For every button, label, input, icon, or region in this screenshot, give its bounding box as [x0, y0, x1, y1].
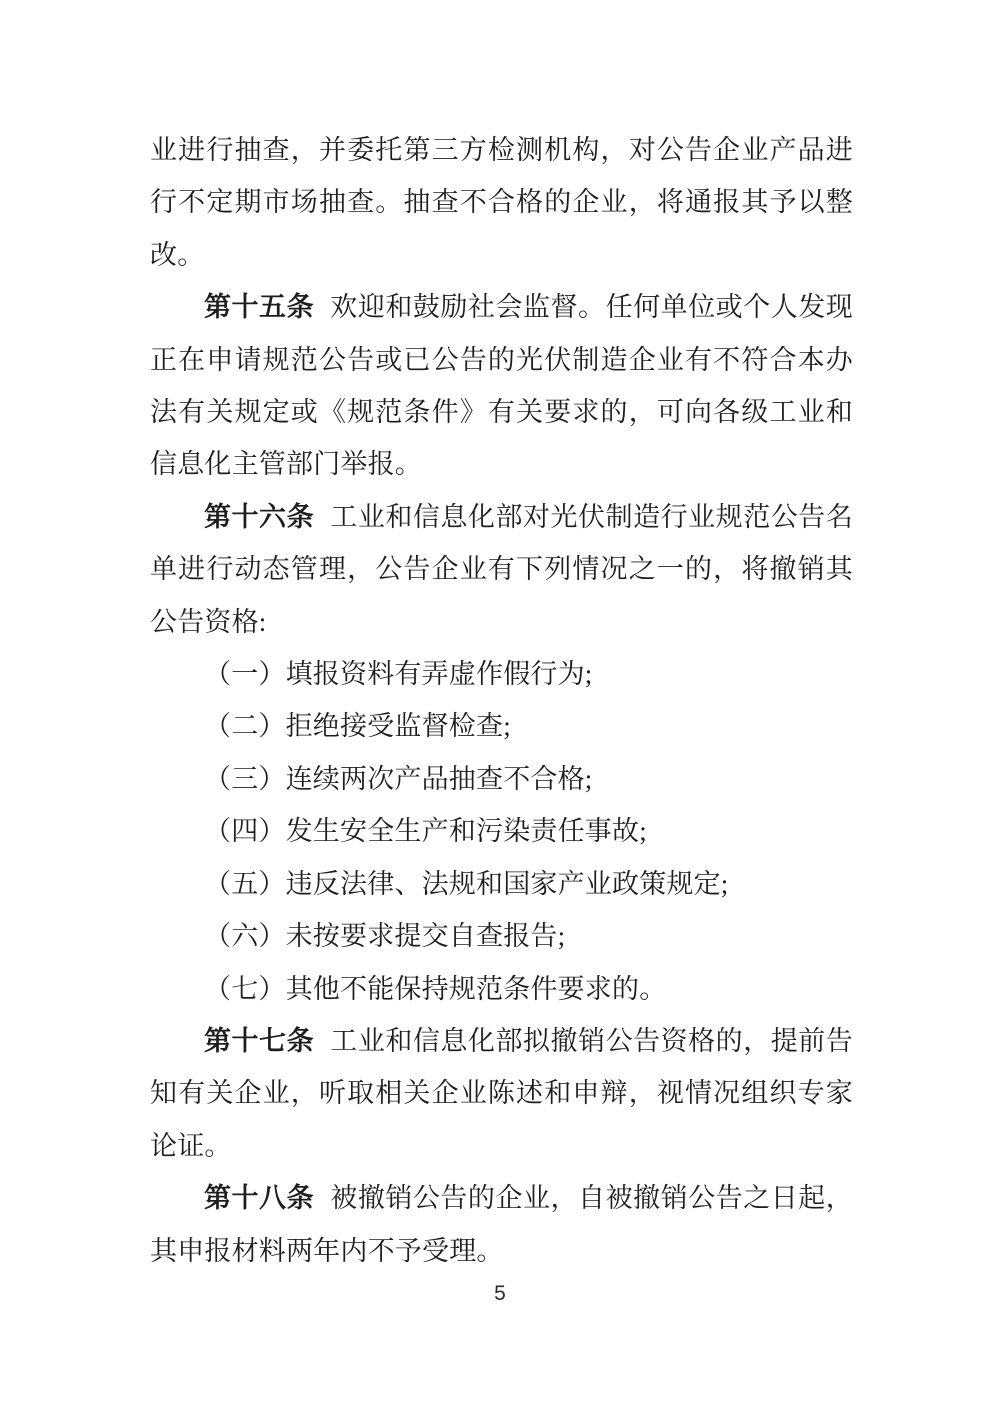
article-text: 被撤销公告的企业，自被撤销公告之日起，其申报材料两年内不予受理。	[150, 1183, 853, 1266]
list-item-text: （三）连续两次产品抽查不合格;	[204, 763, 593, 794]
paragraph-continuation	[150, 124, 853, 281]
article-number: 第十八条	[204, 1183, 315, 1214]
article-number: 第十五条	[204, 292, 315, 323]
article-15	[150, 281, 853, 491]
article-text: 工业和信息化部拟撤销公告资格的，提前告知有关企业，听取相关企业陈述和申辩，视情况组织专家论证。	[150, 1025, 853, 1161]
paragraph-text: 业进行抽查，并委托第三方检测机构，对公告企业产品进行不定期市场抽查。抽查不合格的企业，将通报其予以整改。	[150, 135, 853, 270]
article-number: 第十六条	[204, 501, 315, 532]
list-item-3	[150, 753, 853, 805]
article-16	[150, 491, 853, 648]
document-body	[150, 124, 853, 1277]
list-item-2	[150, 700, 853, 752]
list-item-text: （七）其他不能保持规范条件要求的。	[204, 973, 667, 1004]
list-item-4	[150, 805, 853, 857]
list-item-5	[150, 858, 853, 910]
list-item-text: （二）拒绝接受监督检查;	[204, 711, 511, 742]
article-17	[150, 1015, 853, 1172]
article-18	[150, 1172, 853, 1277]
list-item-text: （一）填报资料有弄虚作假行为;	[204, 659, 593, 690]
article-text: 欢迎和鼓励社会监督。任何单位或个人发现正在申请规范公告或已公告的光伏制造企业有不符合本办法有关规定或《规范条件》有关要求的，可向各级工业和信息化主管部门举报。	[150, 292, 853, 480]
list-item-text: （五）违反法律、法规和国家产业政策规定;	[204, 868, 729, 899]
list-item-text: （六）未按要求提交自查报告;	[204, 921, 566, 952]
list-item-1	[150, 648, 853, 700]
article-number: 第十七条	[204, 1025, 315, 1056]
list-item-7	[150, 963, 853, 1015]
list-item-text: （四）发生安全生产和污染责任事故;	[204, 816, 647, 847]
page-number: 5	[494, 1282, 506, 1305]
list-item-6	[150, 910, 853, 962]
article-text: 工业和信息化部对光伏制造行业规范公告名单进行动态管理，公告企业有下列情况之一的，将撤销其公告资格:	[150, 501, 853, 637]
